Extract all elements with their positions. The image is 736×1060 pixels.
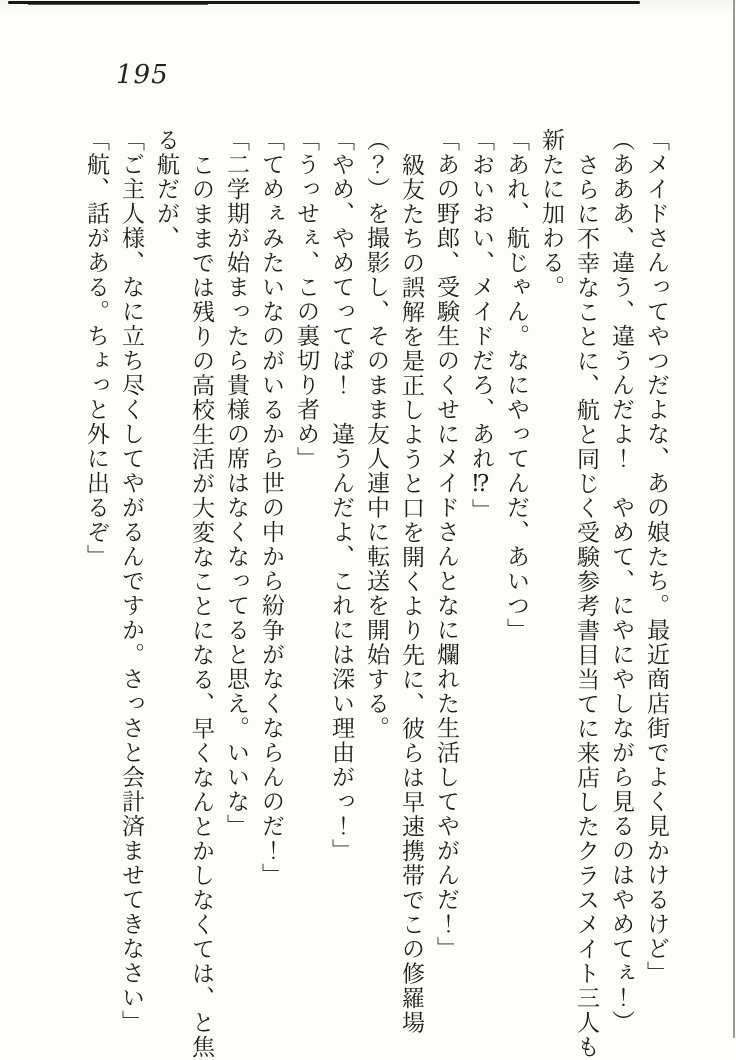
text-column: （あああ、違う、違うんだよ！ やめて、にやにやしながら見るのはやめてぇ！） (608, 128, 634, 1035)
top-scan-line (8, 1, 640, 4)
text-column: 「メイドさんってやつだよな、あの娘たち。最近商店街でよく見かけるけど」 (643, 128, 669, 986)
text-column: 新たに加わる。 (538, 128, 564, 300)
text-column: 級友たちの誤解を是正しようと口を開くより先に、彼らは早速携帯でこの修羅場 (398, 153, 424, 1035)
text-column: る航だが、 (153, 128, 179, 251)
text-column: 「うっせぇ、この裏切り者め」 (293, 128, 319, 471)
text-column: 「あの野郎、受験生のくせにメイドさんとなに爛れた生活してやがんだ！」 (433, 128, 459, 961)
right-page-edge-line (733, 0, 735, 1038)
text-column: さらに不幸なことに、航と同じく受験参考書目当てに来店したクラスメイト三人も (573, 153, 599, 1060)
text-column: 「やめ、やめてってば！ 違うんだよ、これには深い理由がっ！」 (328, 128, 354, 863)
text-column: （？）を撮影し、そのまま友人連中に転送を開始する。 (363, 128, 389, 741)
text-column: 「ご主人様、なに立ち尽くしてやがるんですか。さっさと会計済ませてきなさい」 (118, 128, 144, 1035)
page-number: 195 (116, 60, 169, 90)
text-column: 「てめぇみたいなのがいるから世の中から紛争がなくならんのだ！」 (258, 128, 284, 888)
text-column: このままでは残りの高校生活が大変なことになる、早くなんとかしなくては、と焦 (188, 153, 214, 1060)
text-column: 「航、話がある。ちょっと外に出るぞ」 (83, 128, 109, 569)
text-column: 「おいおい、メイドだろ、あれ⁉」 (468, 128, 494, 523)
text-column: 「あれ、航じゃん。なにやってんだ、あいつ」 (503, 128, 529, 643)
vertical-text-block (78, 128, 673, 1060)
text-column: 「二学期が始まったら貴様の席はなくなってると思え。いいな」 (223, 128, 249, 839)
